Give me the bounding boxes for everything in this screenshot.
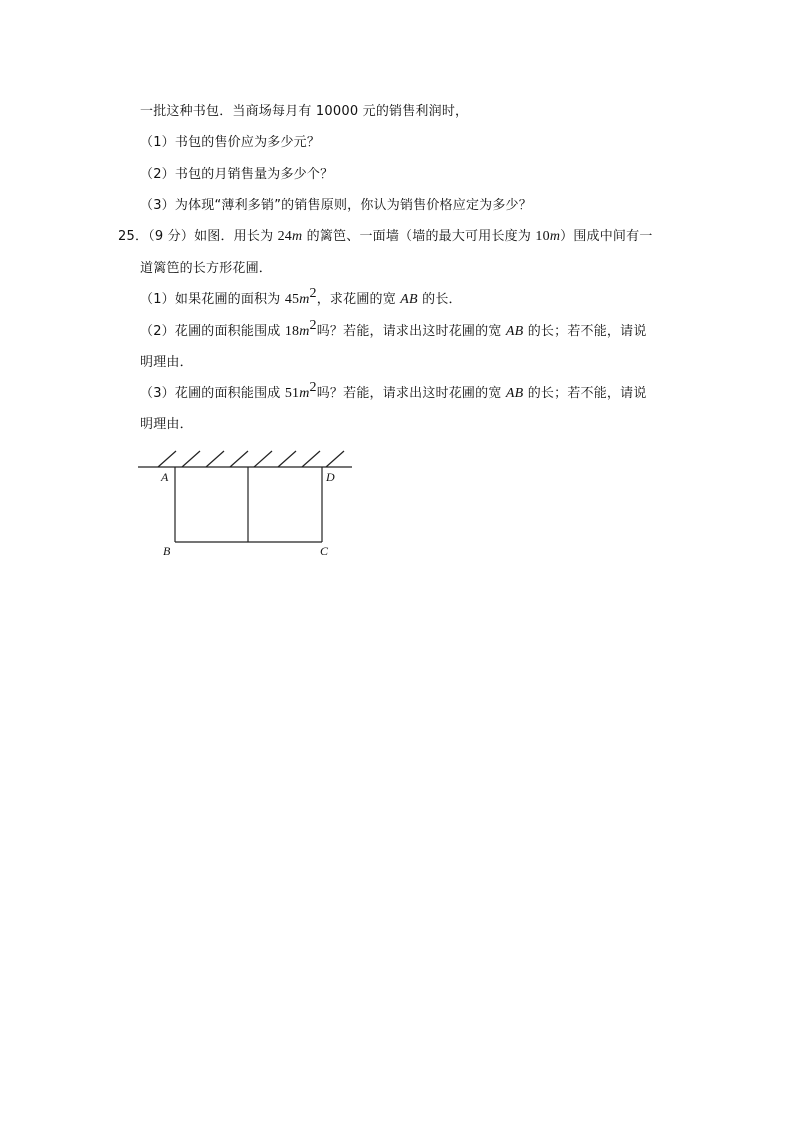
- segment-ab: AB: [505, 324, 524, 339]
- question-text: 的长；若不能，请说: [523, 386, 647, 401]
- exponent: 2: [309, 318, 317, 333]
- wall-hatch: [230, 451, 248, 467]
- unit-m: m: [299, 324, 310, 339]
- unit-m: m: [299, 292, 310, 307]
- wall-hatch: [158, 451, 176, 467]
- question-text: 的长；若不能，请说: [523, 324, 647, 339]
- question-text: 吗？若能，请求出这时花圃的宽: [316, 324, 506, 339]
- area-value: 45: [284, 292, 300, 307]
- segment-ab: AB: [505, 386, 524, 401]
- wall-hatch: [302, 451, 320, 467]
- unit-m: m: [292, 229, 303, 244]
- label-d: D: [326, 470, 335, 484]
- prev-question-2: （2）书包的月销售量为多少个？: [140, 167, 334, 182]
- wall-hatch: [206, 451, 224, 467]
- problem-25-stem: [118, 228, 653, 246]
- prev-question-3: （3）为体现“薄利多销”的销售原则，你认为销售价格应定为多少？: [140, 198, 532, 213]
- area-value: 51: [284, 386, 300, 401]
- prev-question-1: （1）书包的售价应为多少元？: [140, 135, 321, 150]
- area-value: 18: [284, 324, 300, 339]
- exponent: 2: [309, 286, 317, 301]
- problem-25-question-3-line2: 明理由．: [140, 417, 193, 432]
- segment-ab: AB: [400, 292, 418, 307]
- problem-score: （9 分）: [148, 229, 195, 244]
- wall-length: 10: [535, 229, 550, 244]
- wall: [138, 451, 352, 467]
- problem-number: 25．: [118, 229, 149, 244]
- stem-text: 如图．用长为: [194, 229, 278, 244]
- wall-hatch: [254, 451, 272, 467]
- question-text: （3）花圃的面积能围成: [140, 386, 285, 401]
- wall-hatch: [326, 451, 344, 467]
- wall-hatch: [278, 451, 296, 467]
- prev-problem-continuation: 一批这种书包．当商场每月有 10000 元的销售利润时，: [140, 104, 469, 119]
- problem-25-question-1: [140, 286, 462, 309]
- question-text: （1）如果花圃的面积为: [140, 292, 285, 307]
- problem-25-stem-line2: 道篱笆的长方形花圃．: [140, 261, 273, 276]
- unit-m: m: [549, 229, 561, 244]
- label-a: A: [161, 470, 169, 484]
- problem-25-question-3: [140, 380, 647, 403]
- garden-figure: [130, 440, 360, 565]
- question-text: （2）花圃的面积能围成: [140, 324, 285, 339]
- question-text: 吗？若能，请求出这时花圃的宽: [316, 386, 506, 401]
- fence-length: 24: [277, 229, 293, 244]
- fence: [175, 467, 322, 542]
- unit-m: m: [299, 386, 310, 401]
- exponent: 2: [309, 380, 317, 395]
- label-b: B: [163, 544, 171, 558]
- problem-25-question-2: [140, 318, 647, 341]
- question-text: 的长．: [417, 292, 462, 307]
- question-text: ，求花圃的宽: [316, 292, 401, 307]
- stem-text: 的篱笆、一面墙（墙的最大可用长度为: [302, 229, 536, 244]
- problem-25-question-2-line2: 明理由．: [140, 355, 193, 370]
- stem-text: ）围成中间有一: [560, 229, 653, 244]
- wall-hatch: [182, 451, 200, 467]
- label-c: C: [320, 544, 329, 558]
